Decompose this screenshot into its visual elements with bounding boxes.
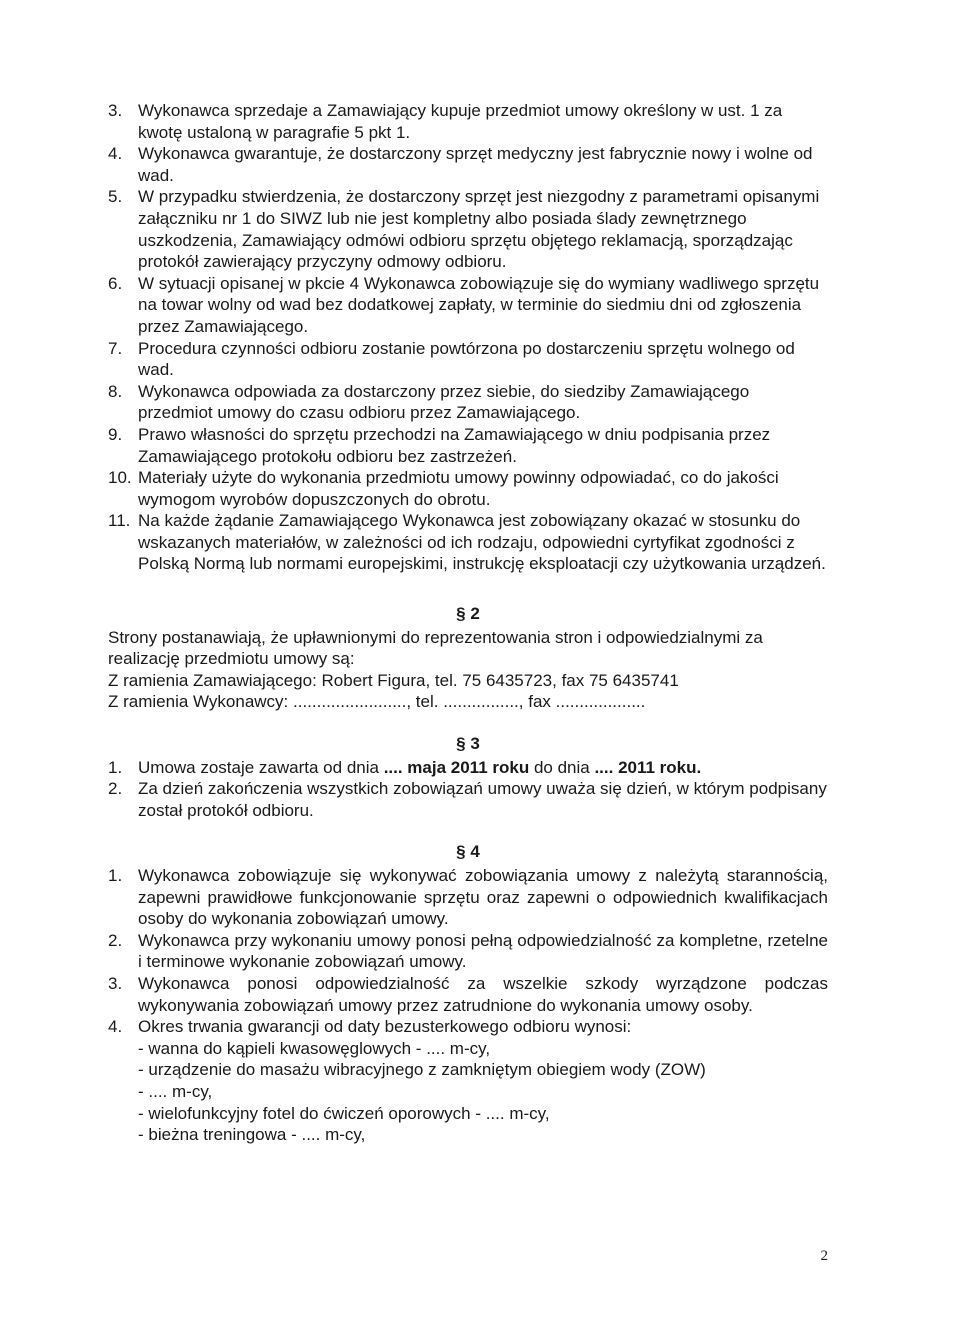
list-item: 11. Na każde żądanie Zamawiającego Wykonawca jest zobowiązany okazać w stosunku do wskazanych materiałów, w zależności od ich rodzaju, odpowiedni cyrtyfikat zgodności z Polską Normą lub normami europejskimi, instrukcję eksploatacji czy użytkowania urządzeń. [108,511,826,574]
list-item: 2. Wykonawca przy wykonaniu umowy ponosi pełną odpowiedzialność za kompletne, rzetelne i terminowe wykonanie zobowiązań umowy. [108,930,828,972]
list-item-text: Materiały użyte do wykonania przedmiotu umowy powinny odpowiadać, co do jakości wymogom wyrobów dopuszczonych do obrotu. [138,468,779,509]
warranty-line: - .... m-cy, [138,1081,213,1101]
warranty-line: - bieżna treningowa - .... m-cy, [138,1125,366,1145]
list-item: 3. Wykonawca sprzedaje a Zamawiający kupuje przedmiot umowy określony w ust. 1 za kwotę ustaloną w paragrafie 5 pkt 1. [108,101,783,142]
list-item: 5. W przypadku stwierdzenia, że dostarczony sprzęt jest niezgodny z parametrami opisanymi załączniku nr 1 do SIWZ lub nie jest kompletny albo posiada ślady zewnętrznego uszkodzenia, Zamawiający odmówi odbioru sprzętu objętego reklamacją, sporządzając protokół zawierający przyczyny odmowy odbioru. [108,187,820,272]
section-1-list [108,100,828,575]
section-3-title: § 3 [456,734,480,754]
list-item: 6. W sytuacji opisanej w pkcie 4 Wykonawca zobowiązuje się do wymiany wadliwego sprzętu na towar wolny od wad bez dodatkowej zapłaty, w terminie do siedmiu dni od zgłoszenia przez Zamawiającego. [108,273,820,336]
list-item-text: Procedura czynności odbioru zostanie powtórzona po dostarczeniu sprzętu wolnego od wad. [138,338,795,380]
list-item: 10. Materiały użyte do wykonania przedmiotu umowy powinny odpowiadać, co do jakości wymogom wyrobów dopuszczonych do obrotu. [108,468,779,509]
list-item-text: Wykonawca zobowiązuje się wykonywać zobowiązania umowy z należytą starannością, zapewni prawidłowe funkcjonowanie sprzętu oraz zapewni o odpowiednich kwalifikacjach osoby do wykonania zobowiązań umowy. [138,866,828,929]
list-item-text: Wykonawca ponosi odpowiedzialność za wszelkie szkody wyrządzone podczas wykonywania zobowiązań umowy przez zatrudnione do wykonania umowy osoby. [138,973,828,1015]
list-item-text: Wykonawca sprzedaje a Zamawiający kupuje przedmiot umowy określony w ust. 1 za kwotę ustaloną w paragrafie 5 pkt 1. [138,101,783,142]
list-item: 1. Umowa zostaje zawarta od dnia .... maja 2011 roku do dnia .... 2011 roku. [108,757,702,777]
list-item: 4. Okres trwania gwarancji od daty bezusterkowego odbioru wynosi: - wanna do kąpieli kwasowęglowych - .... m-cy, - urządzenie do masażu wibracyjnego z zamkniętym obiegiem wody (ZOW) - .... m-cy, - wielofunkcyjny fotel do ćwiczeń oporowych - .... m-cy, - bieżna treningowa - .... m-cy, [108,1016,828,1146]
list-item-text: W sytuacji opisanej w pkcie 4 Wykonawca zobowiązuje się do wymiany wadliwego sprzętu na towar wolny od wad bez dodatkowej zapłaty, w terminie do siedmiu dni od zgłoszenia przez Zamawiającego. [138,273,820,336]
list-item: 9. Prawo własności do sprzętu przechodzi na Zamawiającego w dniu podpisania przez Zamawiającego protokołu odbioru bez zastrzeżeń. [108,424,771,466]
section-2-line-2: Z ramienia Zamawiającego: Robert Figura, tel. 75 6435723, fax 75 6435741 [108,670,679,690]
document-body [108,100,828,1146]
list-item-text: Za dzień zakończenia wszystkich zobowiązań umowy uważa się dzień, w którym podpisany został protokół odbioru. [138,779,827,820]
section-4-title: § 4 [456,842,480,862]
list-item: 2. Za dzień zakończenia wszystkich zobowiązań umowy uważa się dzień, w którym podpisany został protokół odbioru. [108,779,827,820]
section-2-body [108,627,828,713]
page-number: 2 [820,1248,828,1264]
list-item-text: Wykonawca przy wykonaniu umowy ponosi pełną odpowiedzialność za kompletne, rzetelne i terminowe wykonanie zobowiązań umowy. [138,930,828,972]
list-item-text: Na każde żądanie Zamawiającego Wykonawca jest zobowiązany okazać w stosunku do wskazanych materiałów, w zależności od ich rodzaju, odpowiedni cyrtyfikat zgodności z Polską Normą lub normami europejskimi, instrukcję eksploatacji czy użytkowania urządzeń. [138,511,826,574]
list-item: 8. Wykonawca odpowiada za dostarczony przez siebie, do siedziby Zamawiającego przedmiot umowy do czasu odbioru przez Zamawiającego. [108,381,750,423]
section-2-title: § 2 [456,604,480,624]
list-item: 1. Wykonawca zobowiązuje się wykonywać zobowiązania umowy z należytą starannością, zapewni prawidłowe funkcjonowanie sprzętu oraz zapewni o odpowiednich kwalifikacjach osoby do wykonania zobowiązań umowy. [108,866,828,929]
list-item-text: W przypadku stwierdzenia, że dostarczony sprzęt jest niezgodny z parametrami opisanymi załączniku nr 1 do SIWZ lub nie jest kompletny albo posiada ślady zewnętrznego uszkodzenia, Zamawiający odmówi odbioru sprzętu objętego reklamacją, sporządzając protokół zawierający przyczyny odmowy odbioru. [138,187,820,272]
section-2-line-3: Z ramienia Wykonawcy: ........................, tel. ................, fax ................... [108,692,646,712]
warranty-line: - wanna do kąpieli kwasowęglowych - .... m-cy, [138,1038,491,1058]
list-item: 4. Wykonawca gwarantuje, że dostarczony sprzęt medyczny jest fabrycznie nowy i wolne od wad. [108,144,813,185]
list-item-text: Okres trwania gwarancji od daty bezusterkowego odbioru wynosi: [138,1017,632,1037]
list-item: 3. Wykonawca ponosi odpowiedzialność za wszelkie szkody wyrządzone podczas wykonywania zobowiązań umowy przez zatrudnione do wykonania umowy osoby. [108,973,828,1015]
warranty-line: - urządzenie do masażu wibracyjnego z zamkniętym obiegiem wody (ZOW) [138,1060,706,1080]
list-item-text: Prawo własności do sprzętu przechodzi na Zamawiającego w dniu podpisania przez Zamawiającego protokołu odbioru bez zastrzeżeń. [138,424,771,466]
warranty-line: - wielofunkcyjny fotel do ćwiczeń oporowych - .... m-cy, [138,1103,550,1123]
list-item-text: Wykonawca gwarantuje, że dostarczony sprzęt medyczny jest fabrycznie nowy i wolne od wad. [138,144,813,185]
section-2-line-1: Strony postanawiają, że upławnionymi do reprezentowania stron i odpowiedzialnymi za realizację przedmiotu umowy są: [108,627,763,669]
list-item: 7. Procedura czynności odbioru zostanie powtórzona po dostarczeniu sprzętu wolnego od wad. [108,338,795,380]
list-item-text: Wykonawca odpowiada za dostarczony przez siebie, do siedziby Zamawiającego przedmiot umowy do czasu odbioru przez Zamawiającego. [138,381,750,423]
section-4-list [108,865,828,1146]
section-3-list [108,757,828,822]
